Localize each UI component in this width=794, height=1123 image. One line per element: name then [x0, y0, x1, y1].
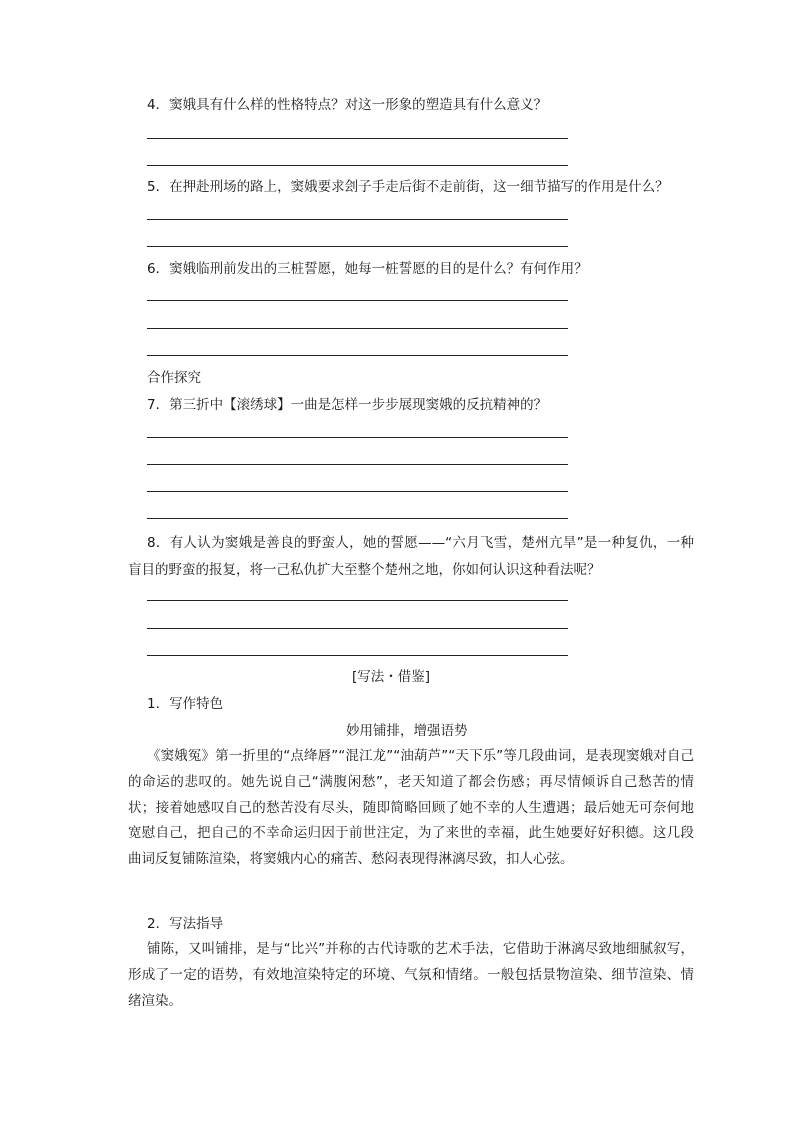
heading-writing-guidance: 2．写法指导 — [147, 916, 224, 932]
answer-line[interactable] — [147, 518, 568, 519]
section-title-writing: [写法・借鉴] — [352, 669, 431, 685]
answer-line[interactable] — [147, 655, 568, 656]
question-7: 7．第三折中【滚绣球】一曲是怎样一步步展现窦娥的反抗精神的？ — [147, 397, 548, 413]
answer-line[interactable] — [147, 600, 568, 601]
answer-line[interactable] — [147, 355, 568, 356]
answer-line[interactable] — [147, 138, 568, 139]
answer-line[interactable] — [147, 437, 568, 438]
answer-line[interactable] — [147, 246, 568, 247]
paragraph-features: 《窦娥冤》第一折里的“点绛唇”“混江龙”“油葫芦”“天下乐”等几段曲词，是表现窦娥对自己的命运的悲叹的。她先说自己“满腹闲愁”，老天知道了都会伤感；再尽情倾诉自己愁苦的情状；接着她感叹自己的愁苦没有尽头，随即简略回顾了她不幸的人生遭遇；最后她无可奈何地宽慰自己，把自己的不幸命运归因于前世注定，为了来世的幸福，此生她要好好积德。这几段曲词反复铺陈渲染，将窦娥内心的痛苦、愁闷表现得淋漓尽致，扣人心弦。 — [128, 748, 694, 868]
answer-line[interactable] — [147, 219, 568, 220]
heading-writing-features: 1．写作特色 — [147, 696, 224, 712]
question-5: 5．在押赴刑场的路上，窦娥要求刽子手走后街不走前街，这一细节描写的作用是什么？ — [147, 179, 669, 195]
answer-line[interactable] — [147, 165, 568, 166]
section-heading-cooperate: 合作探究 — [147, 370, 201, 386]
question-6: 6．窦娥临刑前发出的三桩誓愿，她每一桩誓愿的目的是什么？有何作用？ — [147, 261, 588, 277]
paragraph-guidance: 铺陈，又叫铺排，是与“比兴”并称的古代诗歌的艺术手法，它借助于淋漓尽致地细腻叙写，形成了一定的语势，有效地渲染特定的环境、气氛和情绪。一般包括景物渲染、细节渲染、情绪渲染。 — [128, 941, 694, 1009]
answer-line[interactable] — [147, 491, 568, 492]
subtitle: 妙用铺排，增强语势 — [346, 723, 468, 739]
answer-line[interactable] — [147, 628, 568, 629]
answer-line[interactable] — [147, 328, 568, 329]
question-8: 8．有人认为窦娥是善良的野蛮人，她的誓愿——“六月飞雪，楚州亢旱”是一种复仇，一种盲目的野蛮的报复，将一己私仇扩大至整个楚州之地，你如何认识这种看法呢？ — [128, 535, 694, 578]
question-4: 4．窦娥具有什么样的性格特点？对这一形象的塑造具有什么意义？ — [147, 97, 548, 113]
answer-line[interactable] — [147, 300, 568, 301]
answer-line[interactable] — [147, 464, 568, 465]
